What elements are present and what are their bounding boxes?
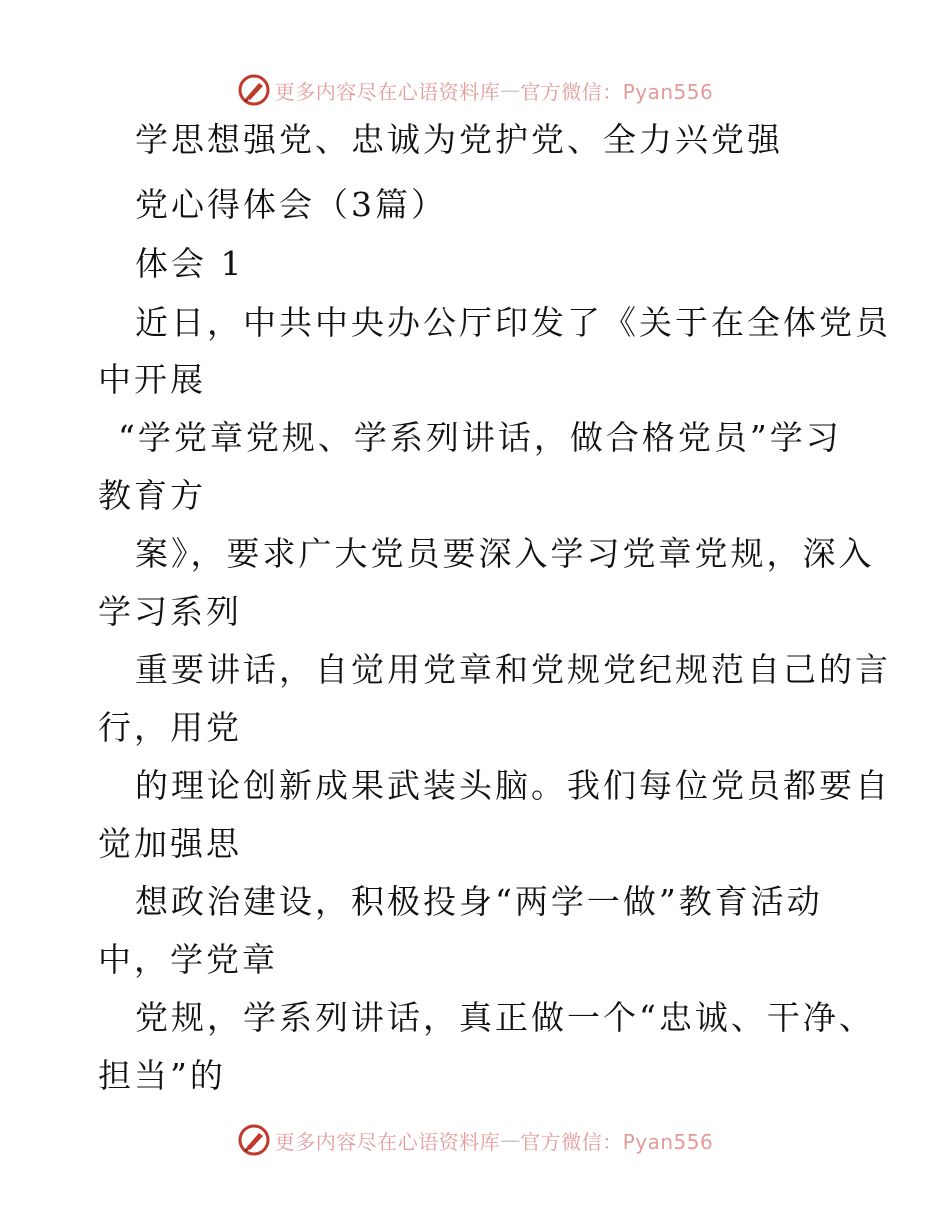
text-line-3: 体会 1 (135, 244, 245, 283)
text-line-7: 教育方 (98, 476, 206, 515)
text-line-11: 行，用党 (98, 708, 242, 747)
text-line-15: 中，学党章 (98, 940, 278, 979)
text-line-2: 党心得体会（3篇） (135, 185, 447, 224)
banner-text: 更多内容尽在心语资料库 (274, 79, 501, 104)
banner-wechat: 官方微信：Pyan556 (520, 1129, 714, 1154)
pen-logo-icon (237, 1123, 271, 1157)
text-line-13: 觉加强思 (98, 824, 242, 863)
footer-watermark-banner (0, 1120, 950, 1160)
banner-separator: — (500, 1128, 521, 1152)
text-line-16: 党规，学系列讲话，真正做一个“忠诚、干净、 (135, 998, 875, 1037)
banner-wechat: 官方微信：Pyan556 (520, 79, 714, 104)
text-line-17: 担当”的 (98, 1056, 226, 1095)
text-line-12: 的理论创新成果武装头脑。我们每位党员都要自 (135, 766, 891, 805)
header-watermark-banner (0, 70, 950, 110)
text-line-4: 近日，中共中央办公厅印发了《关于在全体党员 (135, 303, 891, 342)
text-line-1: 学思想强党、忠诚为党护党、全力兴党强 (135, 120, 783, 159)
text-line-8: 案》，要求广大党员要深入学习党章党规，深入 (135, 534, 875, 573)
text-line-10: 重要讲话，自觉用党章和党规党纪规范自己的言 (135, 650, 891, 689)
text-line-5: 中开展 (98, 360, 206, 399)
pen-logo-icon (237, 73, 271, 107)
text-line-14: 想政治建设，积极投身“两学一做”教育活动 (135, 882, 823, 921)
text-line-9: 学习系列 (98, 592, 242, 631)
text-line-6: “学党章党规、学系列讲话，做合格党员”学习 (118, 418, 842, 457)
banner-separator: — (500, 78, 521, 102)
banner-text: 更多内容尽在心语资料库 (274, 1129, 501, 1154)
